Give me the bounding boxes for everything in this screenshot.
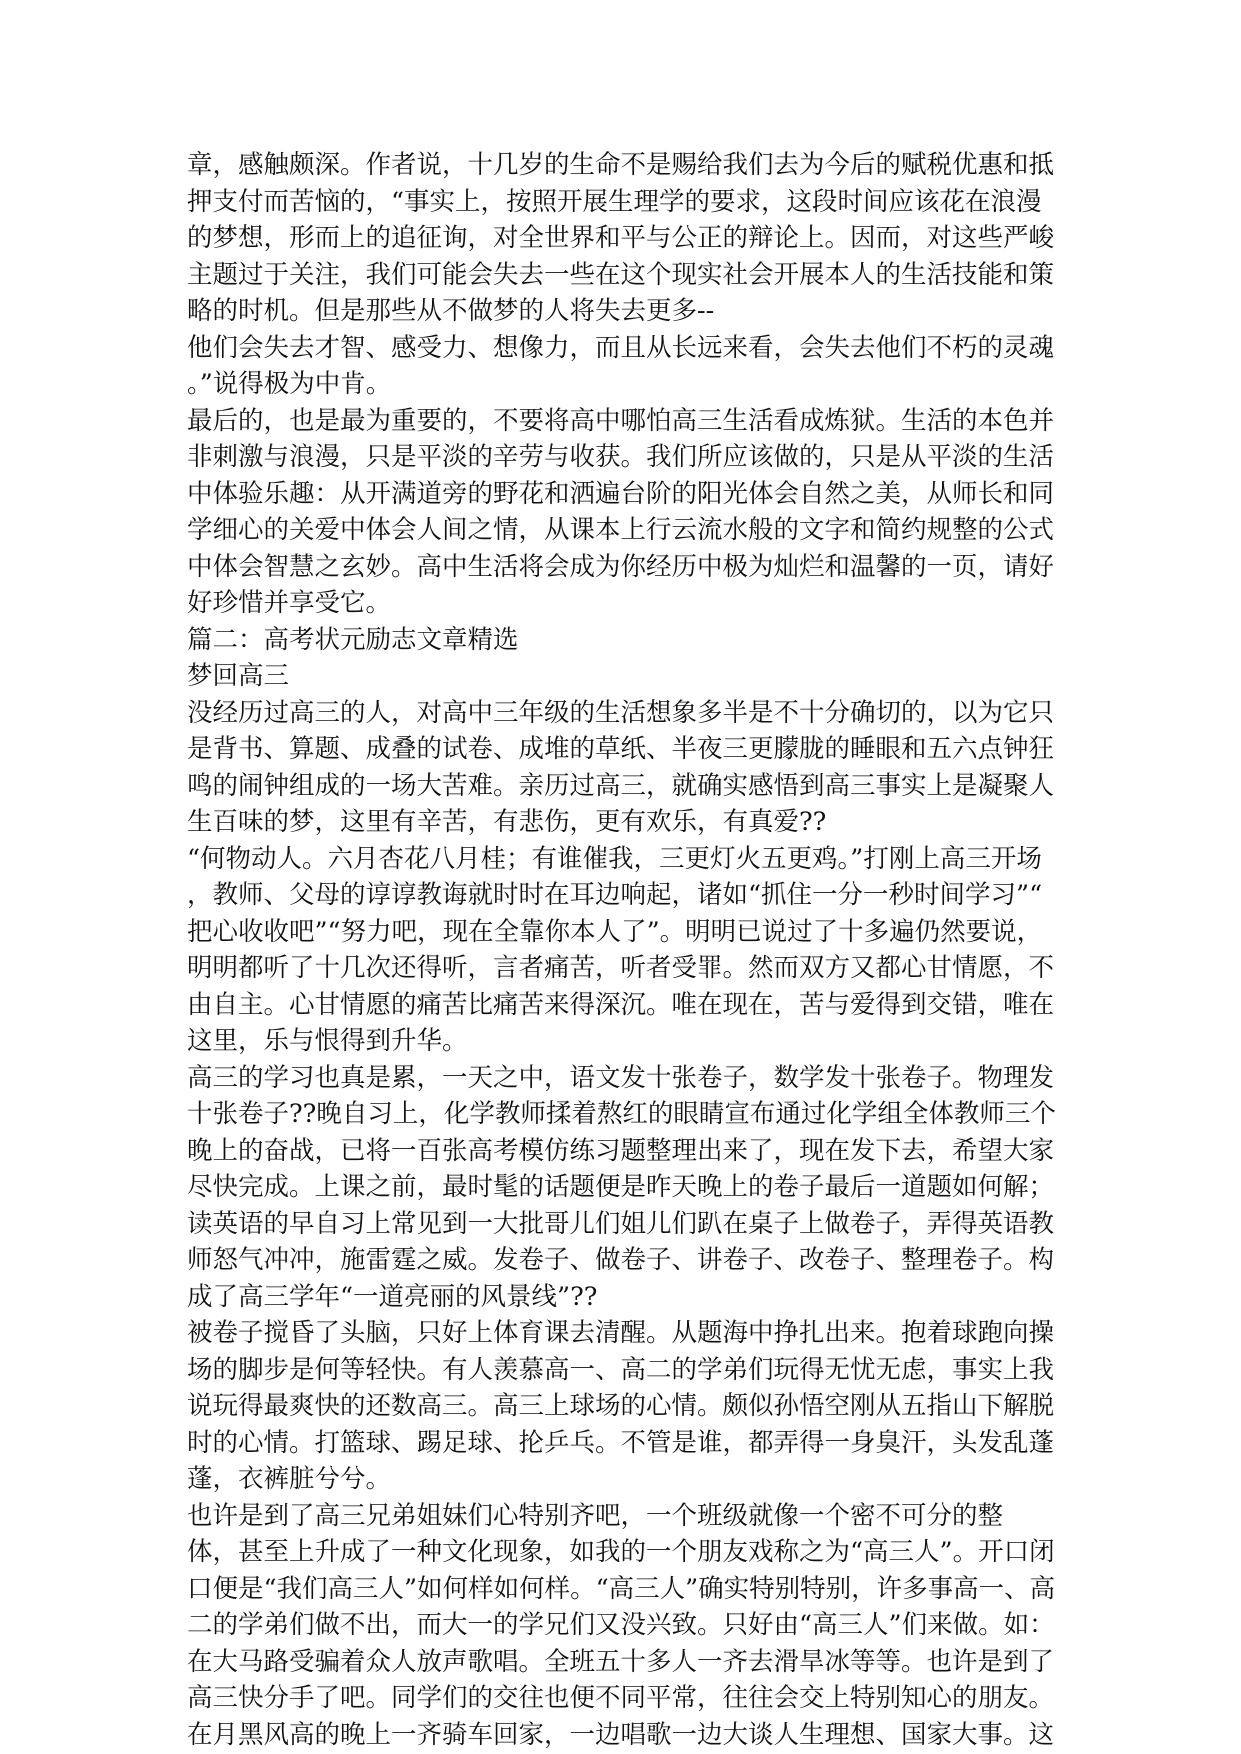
text-line: 高三快分手了吧。同学们的交往也便不同平常，往往会交上特别知心的朋友。 xyxy=(187,1683,1055,1713)
text-line: 由自主。心甘情愿的痛苦比痛苦来得深沉。唯在现在，苦与爱得到交错，唯在 xyxy=(187,989,1055,1020)
text-line: 主题过于关注，我们可能会失去一些在这个现实社会开展本人的生活技能和策 xyxy=(187,259,1055,290)
text-line: 这里，乐与恨得到升华。 xyxy=(187,1026,468,1056)
text-line: 章，感触颇深。作者说，十几岁的生命不是赐给我们去为今后的赋税优惠和抵 xyxy=(187,150,1055,180)
text-line: ，教师、父母的谆谆教诲就时时在耳边响起，诸如“抓住一分一秒时间学习”“ xyxy=(187,880,1043,910)
text-line: 略的时机。但是那些从不做梦的人将失去更多-- xyxy=(187,296,715,326)
text-line: 成了高三学年“一道亮丽的风景线”?? xyxy=(187,1281,598,1312)
text-line: 是背书、算题、成叠的试卷、成堆的草纸、半夜三更朦胧的睡眼和五六点钟狂 xyxy=(187,734,1055,764)
text-line: 篇二：高考状元励志文章精选 xyxy=(187,624,519,655)
body-text xyxy=(187,147,1057,1753)
text-line: 他们会失去才智、感受力、想像力，而且从长远来看，会失去他们不朽的灵魂 xyxy=(187,332,1055,363)
text-line: 被卷子搅昏了头脑，只好上体育课去清醒。从题海中挣扎出来。抱着球跑向操 xyxy=(187,1318,1055,1348)
text-line: 中体会智慧之玄妙。高中生活将会成为你经历中极为灿烂和温馨的一页，请好 xyxy=(187,551,1055,582)
text-line: 。”说得极为中肯。 xyxy=(187,369,392,399)
text-line: 好珍惜并享受它。 xyxy=(187,588,392,618)
text-line: 说玩得最爽快的还数高三。高三上球场的心情。颇似孙悟空刚从五指山下解脱 xyxy=(187,1391,1055,1421)
text-line: 没经历过高三的人，对高中三年级的生活想象多半是不十分确切的，以为它只 xyxy=(187,697,1055,728)
text-line: 在大马路受骗着众人放声歌唱。全班五十多人一齐去滑旱冰等等。也许是到了 xyxy=(187,1646,1055,1677)
text-line: 高三的学习也真是累，一天之中，语文发十张卷子，数学发十张卷子。物理发 xyxy=(187,1062,1055,1093)
text-line: 二的学弟们做不出，而大一的学兄们又没兴致。只好由“高三人”们来做。如： xyxy=(187,1610,1055,1640)
text-line: 读英语的早自习上常见到一大批哥儿们姐儿们趴在桌子上做卷子，弄得英语教 xyxy=(187,1208,1055,1239)
text-line: 生百味的梦，这里有辛苦，有悲伤，更有欢乐，有真爱?? xyxy=(187,807,827,837)
text-line: 体，甚至上升成了一种文化现象，如我的一个朋友戏称之为“高三人”。开口闭 xyxy=(187,1537,1055,1567)
text-line: 尽快完成。上课之前，最时髦的话题便是昨天晚上的卷子最后一道题如何解； xyxy=(187,1172,1055,1202)
text-line: 在月黑风高的晚上一齐骑车回家，一边唱歌一边大谈人生理想、国家大事。这 xyxy=(187,1719,1055,1750)
text-line: “何物动人。六月杏花八月桂；有谁催我，三更灯火五更鸡。”打刚上高三开场 xyxy=(187,843,1042,874)
text-line: 蓬，衣裤脏兮兮。 xyxy=(187,1464,392,1494)
text-line: 梦回高三 xyxy=(187,661,290,691)
text-line: 时的心情。打篮球、踢足球、抡乒乓。不管是谁，都弄得一身臭汗，头发乱蓬 xyxy=(187,1427,1055,1458)
text-line: 中体验乐趣：从开满道旁的野花和洒遍台阶的阳光体会自然之美，从师长和同 xyxy=(187,478,1055,509)
text-line: 明明都听了十几次还得听，言者痛苦，听者受罪。然而双方又都心甘情愿，不 xyxy=(187,953,1055,983)
text-line: 场的脚步是何等轻快。有人羡慕高一、高二的学弟们玩得无忧无虑，事实上我 xyxy=(187,1354,1055,1385)
text-line: 的梦想，形而上的追征询，对全世界和平与公正的辩论上。因而，对这些严峻 xyxy=(187,223,1055,253)
text-line: 押支付而苦恼的，“事实上，按照开展生理学的要求，这段时间应该花在浪漫 xyxy=(187,186,1042,217)
text-line: 非刺激与浪漫，只是平淡的辛劳与收获。我们所应该做的，只是从平淡的生活 xyxy=(187,442,1055,472)
text-line: 也许是到了高三兄弟姐妹们心特别齐吧，一个班级就像一个密不可分的整 xyxy=(187,1500,1004,1531)
text-line: 学细心的关爱中体会人间之情，从课本上行云流水般的文字和简约规整的公式 xyxy=(187,515,1055,545)
text-line: 鸣的闹钟组成的一场大苦难。亲历过高三，就确实感悟到高三事实上是凝聚人 xyxy=(187,770,1055,801)
text-line: 口便是“我们高三人”如何样如何样。“高三人”确实特别特别，许多事高一、高 xyxy=(187,1573,1056,1604)
text-line: 把心收收吧”“努力吧，现在全靠你本人了”。明明已说过了十多遍仍然要说， xyxy=(187,916,1043,947)
text-line: 最后的，也是最为重要的，不要将高中哪怕高三生活看成炼狱。生活的本色并 xyxy=(187,405,1055,436)
text-line: 晚上的奋战，已将一百张高考模仿练习题整理出来了，现在发下去，希望大家 xyxy=(187,1135,1055,1166)
text-line: 十张卷子??晚自习上，化学教师揉着熬红的眼睛宣布通过化学组全体教师三个 xyxy=(187,1099,1056,1129)
text-line: 师怒气冲冲，施雷霆之威。发卷子、做卷子、讲卷子、改卷子、整理卷子。构 xyxy=(187,1245,1055,1275)
